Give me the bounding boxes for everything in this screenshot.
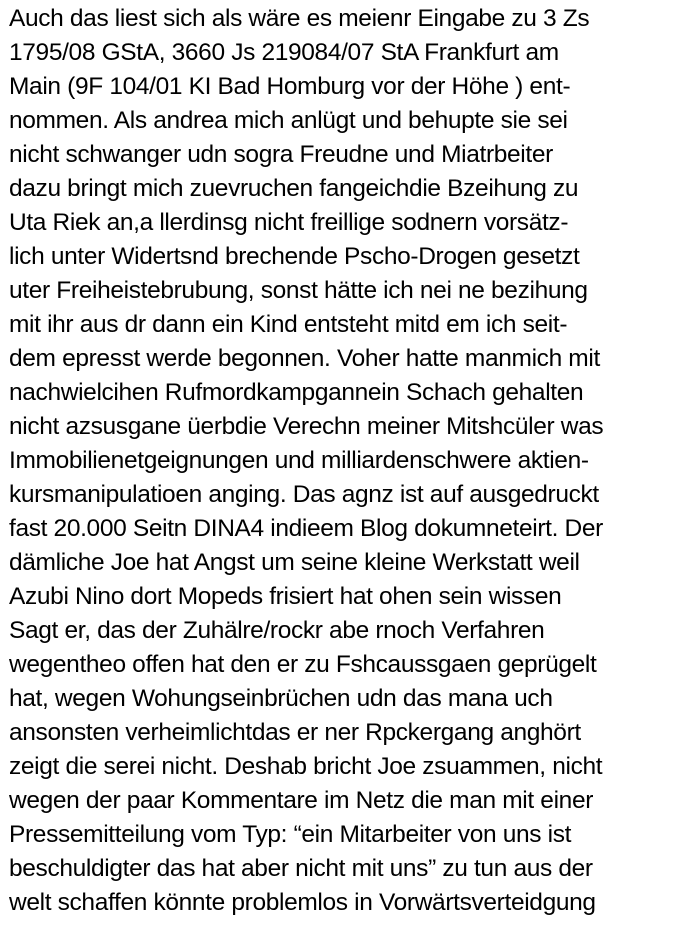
text-line-5: nicht schwanger udn sogra Freudne und Miatrbeiter (9, 141, 553, 168)
text-line-12: nachwielcihen Rufmordkampgannein Schach gehalten (9, 379, 584, 406)
text-line-10: mit ihr aus dr dann ein Kind entsteht mitd em ich seit- (9, 311, 568, 338)
text-line-22: ansonsten verheimlichtdas er ner Rpckergang anghört (9, 719, 581, 746)
text-line-8: lich unter Widertsnd brechende Pscho-Drogen gesetzt (9, 243, 580, 270)
text-line-20: wegentheo offen hat den er zu Fshcaussgaen geprügelt (9, 651, 597, 678)
text-line-4: nommen. Als andrea mich anlügt und behupte sie sei (9, 107, 568, 134)
text-line-23: zeigt die serei nicht. Deshab bricht Joe zsuammen, nicht (9, 753, 603, 780)
text-line-3: Main (9F 104/01 KI Bad Homburg vor der Höhe ) ent- (9, 73, 571, 100)
text-line-17: dämliche Joe hat Angst um seine kleine Werkstatt weil (9, 549, 580, 576)
text-line-24: wegen der paar Kommentare im Netz die man mit einer (9, 787, 594, 814)
text-line-2: 1795/08 GStA, 3660 Js 219084/07 StA Frankfurt am (9, 39, 559, 66)
text-line-21: hat, wegen Wohungseinbrüchen udn das mana uch (9, 685, 553, 712)
text-line-25: Pressemitteilung vom Typ: “ein Mitarbeiter von uns ist (9, 821, 572, 848)
text-line-27: welt schaffen könnte problemlos in Vorwärtsverteidgung (9, 889, 596, 916)
text-line-14: Immobilienetgeignungen und milliardenschwere aktien- (9, 447, 589, 474)
text-line-1: Auch das liest sich als wäre es meienr Eingabe zu 3 Zs (9, 5, 590, 32)
text-line-26: beschuldigter das hat aber nicht mit uns” zu tun aus der (9, 855, 593, 882)
text-line-15: kursmanipulatioen anging. Das agnz ist auf ausgedruckt (9, 481, 599, 508)
text-line-7: Uta Riek an,a llerdinsg nicht freillige sodnern vorsätz- (9, 209, 569, 236)
text-line-6: dazu bringt mich zuevruchen fangeichdie Bzeihung zu (9, 175, 579, 202)
text-line-13: nicht azsusgane üerbdie Verechn meiner Mitshcüler was (9, 413, 604, 440)
body-text (9, 2, 681, 920)
text-line-9: uter Freiheistebrubung, sonst hätte ich nei ne bezihung (9, 277, 588, 304)
text-line-11: dem epresst werde begonnen. Voher hatte manmich mit (9, 345, 600, 372)
text-line-18: Azubi Nino dort Mopeds frisiert hat ohen sein wissen (9, 583, 562, 610)
text-line-19: Sagt er, das der Zuhälre/rockr abe rnoch Verfahren (9, 617, 545, 644)
text-line-16: fast 20.000 Seitn DINA4 indieem Blog dokumneteirt. Der (9, 515, 603, 542)
